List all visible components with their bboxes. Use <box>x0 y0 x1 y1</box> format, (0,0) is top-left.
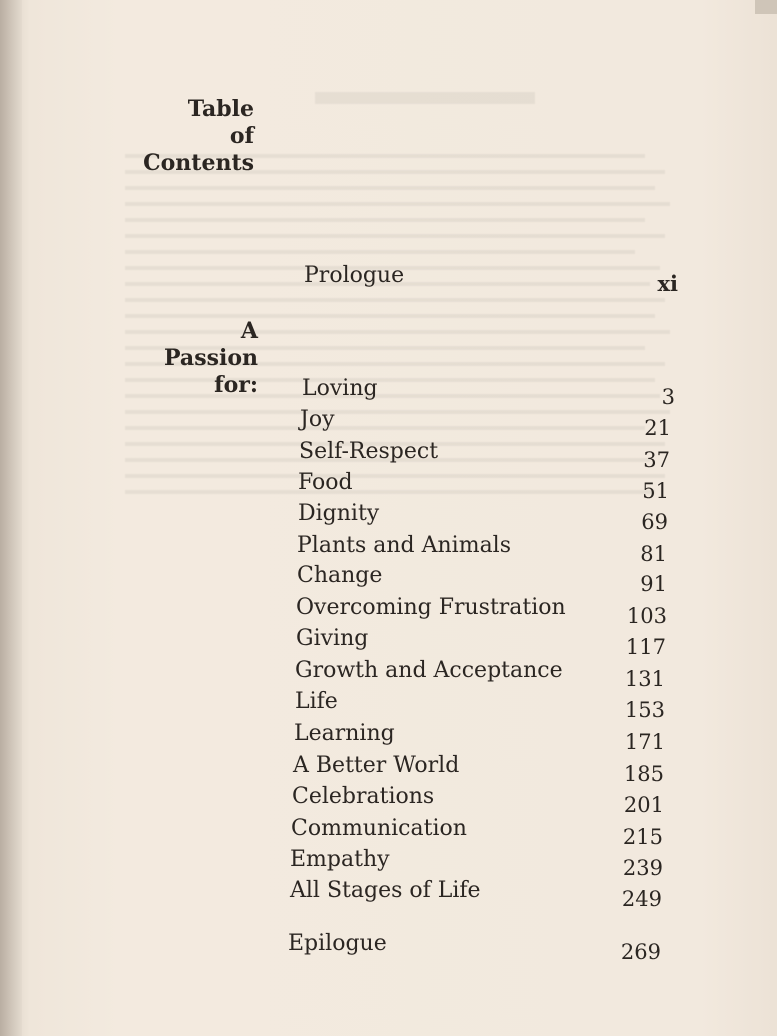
toc-entry: Giving <box>296 626 369 651</box>
toc-entry: Plants and Animals <box>297 533 512 558</box>
toc-entry: Joy <box>300 407 335 432</box>
page-number: 215 <box>622 825 663 849</box>
page-number: 3 <box>661 385 675 409</box>
section-heading <box>140 318 258 399</box>
toc-entry: Learning <box>294 721 395 746</box>
page-number: 103 <box>626 604 667 628</box>
page-number: 131 <box>624 667 665 691</box>
page-number: 249 <box>621 887 662 911</box>
toc-entry: All Stages of Life <box>290 878 481 903</box>
section-heading-line: Passion <box>163 345 258 371</box>
toc-entry: Communication <box>291 816 467 841</box>
toc-entry: Loving <box>302 376 378 401</box>
toc-entry: Overcoming Frustration <box>296 595 566 620</box>
toc-entry-prologue: Prologue <box>304 263 405 288</box>
page-number-prologue: xi <box>657 271 678 296</box>
page-gutter-shadow <box>0 0 22 1036</box>
toc-title-line: Contents <box>143 150 254 176</box>
page-number: 37 <box>643 448 670 472</box>
page-number: 171 <box>624 730 665 754</box>
toc-title <box>140 96 254 177</box>
page-number: 239 <box>622 856 663 880</box>
toc-title-line: Table <box>187 96 254 122</box>
toc-entry: Dignity <box>298 501 380 526</box>
toc-title-line: of <box>229 123 254 149</box>
toc-entry-epilogue: Epilogue <box>288 931 387 956</box>
page-number: 185 <box>623 762 664 786</box>
toc-entry: Self-Respect <box>299 439 439 464</box>
page-number-epilogue: 269 <box>620 940 661 964</box>
toc-entry: Food <box>298 470 353 495</box>
toc-entry: A Better World <box>293 753 460 778</box>
page-number: 69 <box>641 510 668 534</box>
toc-entry: Growth and Acceptance <box>295 658 563 683</box>
page-number: 91 <box>640 572 667 596</box>
page-number: 153 <box>624 698 665 722</box>
page-number: 201 <box>623 793 664 817</box>
toc-entry: Life <box>295 689 338 714</box>
section-heading-line: for: <box>214 372 258 398</box>
page-corner <box>755 0 777 14</box>
page-number: 81 <box>640 542 667 566</box>
toc-entry: Celebrations <box>292 784 435 809</box>
toc-entry: Empathy <box>290 847 390 872</box>
page-number: 21 <box>644 416 671 440</box>
toc-entry: Change <box>297 563 383 588</box>
section-heading-line: A <box>240 318 258 344</box>
page-number: 51 <box>642 479 669 503</box>
page-number: 117 <box>625 635 666 659</box>
